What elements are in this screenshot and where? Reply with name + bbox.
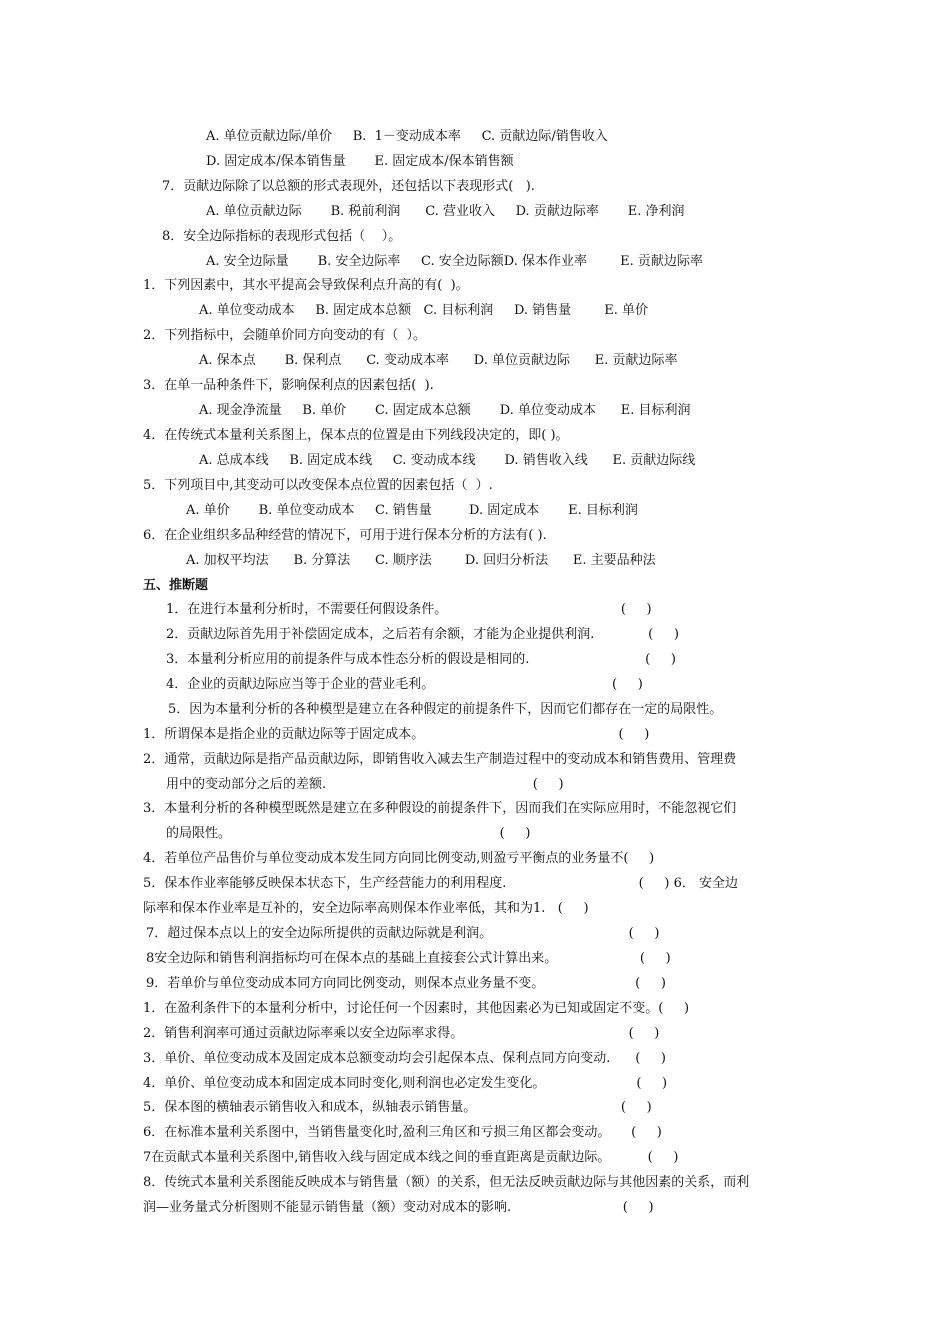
judgment-line: 5．保本作业率能够反映保本状态下，生产经营能力的利用程度. ( ) 6． 安全边 <box>143 876 738 891</box>
option-line: A. 安全边际量 B. 安全边际率 C. 安全边际额D. 保本作业率 E. 贡献边际率 <box>206 254 703 269</box>
option-line: A. 单位变动成本 B. 固定成本总额 C. 目标利润 D. 销售量 E. 单价 <box>199 303 648 318</box>
judgment-line: 1．所谓保本是指企业的贡献边际等于固定成本。 ( ) <box>143 727 650 742</box>
judgment-line: 1．在进行本量利分析时，不需要任何假设条件。 ( ) <box>166 602 652 617</box>
judgment-line: 2．通常，贡献边际是指产品贡献边际，即销售收入减去生产制造过程中的变动成本和销售费用、管理费 <box>143 752 737 767</box>
option-line: A. 保本点 B. 保利点 C. 变动成本率 D. 单位贡献边际 E. 贡献边际率 <box>199 353 678 368</box>
question-line: 5．下列项目中,其变动可以改变保本点位置的因素包括（ ）. <box>143 478 493 493</box>
option-line: A. 单价 B. 单位变动成本 C. 销售量 D. 固定成本 E. 目标利润 <box>186 503 638 518</box>
question-line: 1．下列因素中，其水平提高会导致保利点升高的有( )。 <box>143 278 469 293</box>
question-line: 6．在企业组织多品种经营的情况下，可用于进行保本分析的方法有( ). <box>143 528 547 543</box>
question-line: 7．贡献边际除了以总额的形式表现外，还包括以下表现形式( ). <box>162 179 535 194</box>
option-line: A. 单位贡献边际/单价 B. 1－变动成本率 C. 贡献边际/销售收入 <box>206 129 608 144</box>
judgment-line: 4．若单位产品售价与单位变动成本发生同方向同比例变动,则盈亏平衡点的业务量不( ) <box>143 851 655 866</box>
judgment-line: 8安全边际和销售利润指标均可在保本点的基础上直接套公式计算出来。 ( ) <box>146 951 671 966</box>
judgment-line-continued: 的局限性。 ( ) <box>166 826 531 841</box>
judgment-line: 6．在标准本量利关系图中，当销售量变化时,盈利三角区和亏损三角区都会变动。 ( ) <box>143 1125 662 1140</box>
judgment-line: 5．因为本量利分析的各种模型是建立在各种假定的前提条件下，因而它们都存在一定的局限性。 <box>168 702 723 717</box>
section-heading: 五、推断题 <box>143 578 209 593</box>
question-line: 4．在传统式本量利关系图上，保本点的位置是由下列线段决定的，即( )。 <box>143 428 569 443</box>
judgment-line: 2．销售利润率可通过贡献边际率乘以安全边际率求得。 ( ) <box>143 1026 660 1041</box>
judgment-line: 7．超过保本点以上的安全边际所提供的贡献边际就是利润。 ( ) <box>146 926 660 941</box>
judgment-line-continued: 际率和保本作业率是互补的，安全边际率高则保本作业率低，其和为1. ( ) <box>143 901 589 916</box>
judgment-line: 2．贡献边际首先用于补偿固定成本，之后若有余额，才能为企业提供利润. ( ) <box>166 627 679 642</box>
judgment-line: 1．在盈利条件下的本量利分析中，讨论任何一个因素时，其他因素必为已知或固定不变。( ) <box>143 1001 690 1016</box>
judgment-line: 8．传统式本量利关系图能反映成本与销售量（额）的关系，但无法反映贡献边际与其他因素的关系，而利 <box>143 1175 750 1190</box>
question-line: 3．在单一品种条件下，影响保利点的因素包括( ). <box>143 378 434 393</box>
option-line: A. 现金净流量 B. 单价 C. 固定成本总额 D. 单位变动成本 E. 目标利润 <box>199 403 691 418</box>
judgment-line: 5．保本图的横轴表示销售收入和成本，纵轴表示销售量。 ( ) <box>143 1100 652 1115</box>
option-line: A. 总成本线 B. 固定成本线 C. 变动成本线 D. 销售收入线 E. 贡献边际线 <box>199 453 696 468</box>
judgment-line: 7在贡献式本量利关系图中,销售收入线与固定成本线之间的垂直距离是贡献边际。 ( ) <box>143 1150 679 1165</box>
option-line: A. 单位贡献边际 B. 税前利润 C. 营业收入 D. 贡献边际率 E. 净利润 <box>206 204 685 219</box>
judgment-line: 9．若单价与单位变动成本同方向同比例变动，则保本点业务量不变。 ( ) <box>146 976 666 991</box>
option-line: A. 加权平均法 B. 分算法 C. 顺序法 D. 回归分析法 E. 主要品种法 <box>186 553 656 568</box>
judgment-line: 4．单价、单位变动成本和固定成本同时变化,则利润也必定发生变化。 ( ) <box>143 1076 668 1091</box>
question-line: 8．安全边际指标的表现形式包括（ ）。 <box>162 229 402 244</box>
judgment-line-continued: 用中的变动部分之后的差额. ( ) <box>166 777 564 792</box>
judgment-line: 3．本量利分析应用的前提条件与成本性态分析的假设是相同的. ( ) <box>166 652 676 667</box>
judgment-line: 3．本量利分析的各种模型既然是建立在多种假设的前提条件下，因而我们在实际应用时，不能忽视它们 <box>143 801 737 816</box>
option-line: D. 固定成本/保本销售量 E. 固定成本/保本销售额 <box>206 154 514 169</box>
judgment-line: 4．企业的贡献边际应当等于企业的营业毛利。 ( ) <box>166 677 643 692</box>
judgment-line: 3．单价、单位变动成本及固定成本总额变动均会引起保本点、保利点同方向变动. ( ) <box>143 1051 667 1066</box>
question-line: 2．下列指标中，会随单价同方向变动的有（ ）。 <box>143 328 427 343</box>
judgment-line-continued: 润—业务量式分析图则不能显示销售量（额）变动对成本的影响. ( ) <box>143 1200 654 1215</box>
